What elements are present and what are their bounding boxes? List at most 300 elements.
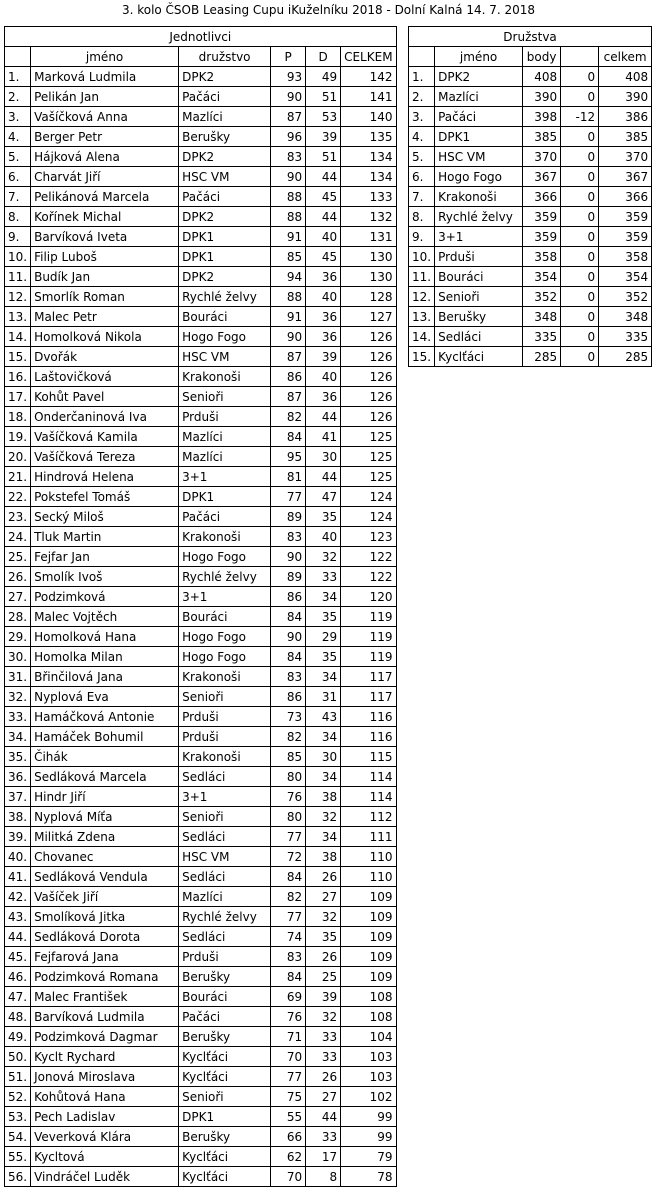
adjustment-cell: -12 [561,107,599,127]
name-cell: Pelikán Jan [31,87,179,107]
table-row [5,187,397,207]
p-cell: 90 [271,547,306,567]
table-row [409,207,652,227]
p-cell: 82 [271,727,306,747]
rank-cell: 9. [409,227,435,247]
p-cell: 94 [271,267,306,287]
p-cell: 90 [271,87,306,107]
p-cell: 66 [271,1127,306,1147]
total-cell: 126 [341,327,396,347]
adjustment-cell: 0 [561,187,599,207]
d-cell: 25 [306,967,341,987]
total-cell: 117 [341,667,396,687]
team-name-cell: Mazlíci [435,87,523,107]
team-header-points: body [523,47,561,67]
d-cell: 44 [306,1107,341,1127]
rank-cell: 10. [409,247,435,267]
name-cell: Nyplová Míťa [31,807,179,827]
name-cell: Barvíková Ludmila [31,1007,179,1027]
name-cell: Budík Jan [31,267,179,287]
rank-cell: 31. [5,667,31,687]
teams-table [408,26,652,367]
total-cell: 124 [341,487,396,507]
team-name-cell: DPK2 [435,67,523,87]
p-cell: 90 [271,327,306,347]
team-cell: Krakonoši [179,747,271,767]
rank-cell: 13. [409,307,435,327]
points-cell: 348 [523,307,561,327]
d-cell: 44 [306,207,341,227]
table-row [409,187,652,207]
name-cell: Jonová Miroslava [31,1067,179,1087]
name-cell: Hamáček Bohumil [31,727,179,747]
total-cell: 385 [599,127,652,147]
team-cell: Prduši [179,707,271,727]
team-cell: DPK1 [179,247,271,267]
team-cell: Mazlíci [179,447,271,467]
table-row [5,527,397,547]
rank-cell: 8. [5,207,31,227]
team-name-cell: Berušky [435,307,523,327]
team-cell: Berušky [179,967,271,987]
p-cell: 86 [271,687,306,707]
p-cell: 86 [271,367,306,387]
rank-cell: 11. [5,267,31,287]
header-rank [5,47,31,67]
total-cell: 78 [341,1167,396,1187]
rank-cell: 14. [5,327,31,347]
rank-cell: 15. [409,347,435,367]
team-cell: Berušky [179,1127,271,1147]
rank-cell: 10. [5,247,31,267]
team-name-cell: Rychlé želvy [435,207,523,227]
rank-cell: 19. [5,427,31,447]
name-cell: Podzimková [31,587,179,607]
team-cell: DPK2 [179,67,271,87]
rank-cell: 13. [5,307,31,327]
rank-cell: 43. [5,907,31,927]
total-cell: 109 [341,887,396,907]
total-cell: 103 [341,1067,396,1087]
adjustment-cell: 0 [561,327,599,347]
adjustment-cell: 0 [561,307,599,327]
total-cell: 123 [341,527,396,547]
table-row [5,407,397,427]
points-cell: 367 [523,167,561,187]
rank-cell: 50. [5,1047,31,1067]
p-cell: 90 [271,167,306,187]
p-cell: 88 [271,287,306,307]
total-cell: 141 [341,87,396,107]
team-cell: DPK2 [179,267,271,287]
d-cell: 45 [306,247,341,267]
team-cell: Mazlíci [179,427,271,447]
table-row [5,1107,397,1127]
d-cell: 27 [306,1087,341,1107]
rank-cell: 4. [409,127,435,147]
individuals-section-title-row [5,27,397,47]
rank-cell: 15. [5,347,31,367]
d-cell: 33 [306,1047,341,1067]
table-row [409,307,652,327]
d-cell: 36 [306,307,341,327]
team-cell: Sedláci [179,927,271,947]
name-cell: Dvořák [31,347,179,367]
d-cell: 43 [306,707,341,727]
table-row [5,1027,397,1047]
team-cell: Hogo Fogo [179,327,271,347]
rank-cell: 5. [5,147,31,167]
table-row [5,887,397,907]
team-cell: DPK1 [179,227,271,247]
name-cell: Homolková Hana [31,627,179,647]
d-cell: 34 [306,587,341,607]
table-row [5,967,397,987]
d-cell: 40 [306,227,341,247]
table-row [5,247,397,267]
table-row [5,567,397,587]
total-cell: 135 [341,127,396,147]
team-header-rank [409,47,435,67]
total-cell: 103 [341,1047,396,1067]
d-cell: 34 [306,667,341,687]
total-cell: 390 [599,87,652,107]
p-cell: 84 [271,647,306,667]
rank-cell: 23. [5,507,31,527]
p-cell: 91 [271,227,306,247]
rank-cell: 37. [5,787,31,807]
p-cell: 69 [271,987,306,1007]
d-cell: 33 [306,567,341,587]
rank-cell: 33. [5,707,31,727]
name-cell: Vašíčková Tereza [31,447,179,467]
table-row [5,867,397,887]
total-cell: 126 [341,407,396,427]
rank-cell: 21. [5,467,31,487]
total-cell: 99 [341,1107,396,1127]
p-cell: 91 [271,307,306,327]
team-header-total: celkem [599,47,652,67]
rank-cell: 53. [5,1107,31,1127]
table-row [409,147,652,167]
p-cell: 96 [271,127,306,147]
rank-cell: 34. [5,727,31,747]
name-cell: Tluk Martin [31,527,179,547]
table-row [409,107,652,127]
rank-cell: 2. [5,87,31,107]
rank-cell: 12. [5,287,31,307]
p-cell: 76 [271,787,306,807]
team-cell: Krakonoši [179,527,271,547]
table-row [5,607,397,627]
rank-cell: 35. [5,747,31,767]
team-cell: Bouráci [179,987,271,1007]
p-cell: 85 [271,247,306,267]
total-cell: 119 [341,647,396,667]
rank-cell: 3. [409,107,435,127]
adjustment-cell: 0 [561,267,599,287]
teams-section-title-row [409,27,652,47]
team-cell: DPK1 [179,1107,271,1127]
d-cell: 38 [306,847,341,867]
d-cell: 34 [306,767,341,787]
p-cell: 71 [271,1027,306,1047]
name-cell: Marková Ludmila [31,67,179,87]
p-cell: 62 [271,1147,306,1167]
total-cell: 109 [341,967,396,987]
total-cell: 131 [341,227,396,247]
total-cell: 126 [341,347,396,367]
rank-cell: 56. [5,1167,31,1187]
d-cell: 41 [306,427,341,447]
table-row [5,847,397,867]
d-cell: 32 [306,807,341,827]
team-cell: Pačáci [179,507,271,527]
name-cell: Smorlík Roman [31,287,179,307]
total-cell: 126 [341,367,396,387]
total-cell: 122 [341,547,396,567]
d-cell: 26 [306,1067,341,1087]
total-cell: 130 [341,247,396,267]
total-cell: 367 [599,167,652,187]
p-cell: 95 [271,447,306,467]
total-cell: 109 [341,907,396,927]
team-name-cell: DPK1 [435,127,523,147]
name-cell: Kohůt Pavel [31,387,179,407]
d-cell: 38 [306,787,341,807]
total-cell: 125 [341,467,396,487]
total-cell: 370 [599,147,652,167]
d-cell: 26 [306,867,341,887]
team-cell: Prduši [179,407,271,427]
individuals-table [4,26,397,1187]
rank-cell: 20. [5,447,31,467]
teams-section-title: Družstva [409,27,652,47]
d-cell: 39 [306,347,341,367]
rank-cell: 2. [409,87,435,107]
team-cell: Prduši [179,727,271,747]
p-cell: 70 [271,1167,306,1187]
table-row [5,487,397,507]
table-row [409,267,652,287]
rank-cell: 42. [5,887,31,907]
table-row [5,787,397,807]
name-cell: Berger Petr [31,127,179,147]
d-cell: 51 [306,147,341,167]
points-cell: 398 [523,107,561,127]
name-cell: Břinčilová Jana [31,667,179,687]
p-cell: 83 [271,527,306,547]
p-cell: 87 [271,107,306,127]
name-cell: Pech Ladislav [31,1107,179,1127]
rank-cell: 28. [5,607,31,627]
table-row [5,927,397,947]
team-cell: Pačáci [179,1007,271,1027]
d-cell: 8 [306,1167,341,1187]
total-cell: 116 [341,727,396,747]
p-cell: 80 [271,807,306,827]
d-cell: 36 [306,387,341,407]
rank-cell: 1. [409,67,435,87]
adjustment-cell: 0 [561,347,599,367]
table-row [409,247,652,267]
total-cell: 124 [341,507,396,527]
table-row [5,987,397,1007]
name-cell: Podzimková Romana [31,967,179,987]
adjustment-cell: 0 [561,147,599,167]
team-cell: DPK2 [179,147,271,167]
total-cell: 408 [599,67,652,87]
table-row [5,1007,397,1027]
total-cell: 359 [599,207,652,227]
total-cell: 112 [341,807,396,827]
d-cell: 17 [306,1147,341,1167]
d-cell: 36 [306,327,341,347]
name-cell: Malec Petr [31,307,179,327]
rank-cell: 40. [5,847,31,867]
table-row [5,87,397,107]
d-cell: 36 [306,267,341,287]
name-cell: Hindrová Helena [31,467,179,487]
name-cell: Sedláková Vendula [31,867,179,887]
name-cell: Laštovičková [31,367,179,387]
name-cell: Malec Vojtěch [31,607,179,627]
teams-header-row [409,47,652,67]
table-row [5,767,397,787]
adjustment-cell: 0 [561,247,599,267]
points-cell: 408 [523,67,561,87]
total-cell: 386 [599,107,652,127]
table-row [5,1067,397,1087]
team-cell: Bouráci [179,307,271,327]
name-cell: Filip Luboš [31,247,179,267]
team-cell: Hogo Fogo [179,547,271,567]
rank-cell: 8. [409,207,435,227]
d-cell: 29 [306,627,341,647]
total-cell: 133 [341,187,396,207]
adjustment-cell: 0 [561,287,599,307]
total-cell: 109 [341,927,396,947]
points-cell: 359 [523,207,561,227]
total-cell: 99 [341,1127,396,1147]
table-row [5,287,397,307]
total-cell: 110 [341,847,396,867]
team-cell: Sedláci [179,767,271,787]
rank-cell: 41. [5,867,31,887]
team-name-cell: Krakonoši [435,187,523,207]
p-cell: 87 [271,387,306,407]
d-cell: 35 [306,647,341,667]
table-row [5,387,397,407]
total-cell: 114 [341,767,396,787]
name-cell: Vašíčková Anna [31,107,179,127]
adjustment-cell: 0 [561,167,599,187]
total-cell: 115 [341,747,396,767]
rank-cell: 55. [5,1147,31,1167]
rank-cell: 36. [5,767,31,787]
table-row [409,347,652,367]
team-cell: Rychlé želvy [179,287,271,307]
table-row [5,727,397,747]
table-row [5,1167,397,1187]
header-p: P [271,47,306,67]
rank-cell: 26. [5,567,31,587]
total-cell: 108 [341,1007,396,1027]
team-cell: Bouráci [179,607,271,627]
table-row [5,1127,397,1147]
team-cell: DPK2 [179,207,271,227]
team-name-cell: HSC VM [435,147,523,167]
p-cell: 89 [271,507,306,527]
rank-cell: 38. [5,807,31,827]
page-title: 3. kolo ČSOB Leasing Cupu iKuželníku 2018 - Dolní Kalná 14. 7. 2018 [121,3,536,17]
header-name: jméno [31,47,179,67]
total-cell: 79 [341,1147,396,1167]
name-cell: Vindráčel Luděk [31,1167,179,1187]
name-cell: Kořínek Michal [31,207,179,227]
team-header-adjustment [561,47,599,67]
p-cell: 85 [271,747,306,767]
total-cell: 120 [341,587,396,607]
team-cell: Berušky [179,127,271,147]
team-cell: HSC VM [179,167,271,187]
adjustment-cell: 0 [561,87,599,107]
p-cell: 55 [271,1107,306,1127]
table-row [5,347,397,367]
table-row [5,707,397,727]
total-cell: 119 [341,607,396,627]
team-cell: Rychlé želvy [179,567,271,587]
name-cell: Malec František [31,987,179,1007]
d-cell: 34 [306,727,341,747]
d-cell: 32 [306,907,341,927]
name-cell: Chovanec [31,847,179,867]
d-cell: 45 [306,187,341,207]
name-cell: Čihák [31,747,179,767]
rank-cell: 32. [5,687,31,707]
p-cell: 75 [271,1087,306,1107]
rank-cell: 16. [5,367,31,387]
name-cell: Homolková Nikola [31,327,179,347]
total-cell: 126 [341,387,396,407]
p-cell: 84 [271,867,306,887]
total-cell: 116 [341,707,396,727]
header-d: D [306,47,341,67]
table-row [5,67,397,87]
table-row [409,327,652,347]
name-cell: Fejfar Jan [31,547,179,567]
p-cell: 84 [271,967,306,987]
total-cell: 354 [599,267,652,287]
table-row [5,587,397,607]
d-cell: 49 [306,67,341,87]
team-cell: Pačáci [179,187,271,207]
table-row [409,287,652,307]
team-cell: Rychlé želvy [179,907,271,927]
table-row [5,207,397,227]
team-cell: Krakonoši [179,667,271,687]
total-cell: 125 [341,447,396,467]
rank-cell: 24. [5,527,31,547]
total-cell: 366 [599,187,652,207]
p-cell: 81 [271,467,306,487]
name-cell: Hindr Jiří [31,787,179,807]
team-cell: Senioři [179,1087,271,1107]
points-cell: 358 [523,247,561,267]
team-cell: Hogo Fogo [179,627,271,647]
table-row [5,367,397,387]
table-row [409,67,652,87]
